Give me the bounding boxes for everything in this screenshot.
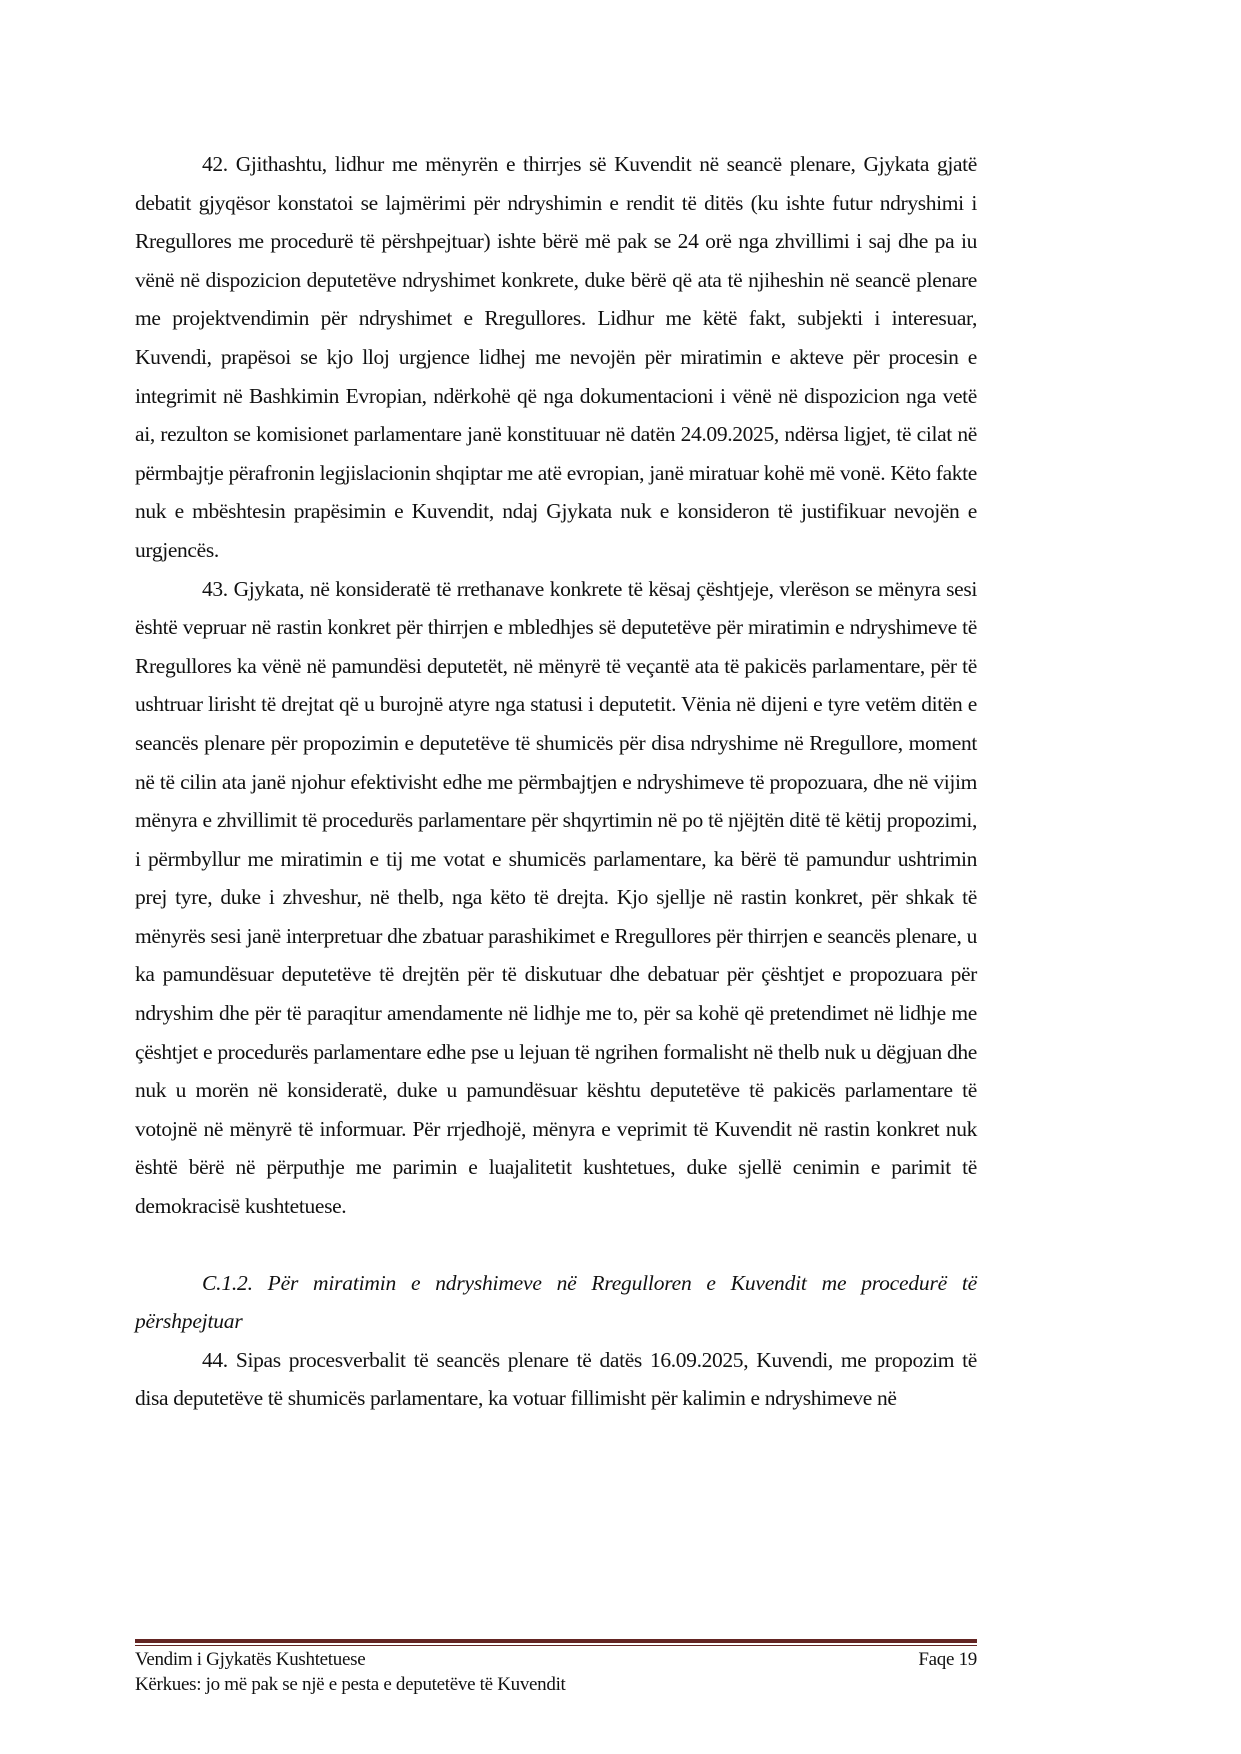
footer-title: Vendim i Gjykatës Kushtetuese [135, 1649, 366, 1670]
paragraph-43 [135, 570, 977, 1226]
footer-rule [135, 1639, 977, 1643]
paragraph-text: Gjithashtu, lidhur me mënyrën e thirrjes së Kuvendit në seancë plenare, Gjykata gjatë debatit gjyqësor konstatoi se lajmërimi për ndryshimin e rendit të ditës (ku ishte futur ndryshimi i Rregullores me procedurë të përshpejtuar) ishte bërë më pak se 24 orë nga zhvillimi i saj dhe pa iu vënë në dispozicion deputetëve ndryshimet konkrete, duke bërë që ata të njiheshin në seancë plenare me projektvendimin për ndryshimet e Rregullores. Lidhur me këtë fakt, subjekti i interesuar, Kuvendi, prapësoi se kjo lloj urgjence lidhej me nevojën për miratimin e akteve për procesin e integrimit në Bashkimin Evropian, ndërkohë që nga dokumentacioni i vënë në dispozicion nga vetë ai, rezulton se komisionet parlamentare janë konstituuar në datën 24.09.2025, ndërsa ligjet, të cilat në përmbajtje përafronin legjislacionin shqiptar me atë evropian, janë miratuar kohë më vonë. Këto fakte nuk e mbështesin prapësimin e Kuvendit, ndaj Gjykata nuk e konsideron të justifikuar nevojën e urgjencës. [135, 152, 977, 562]
page-number: Faqe 19 [918, 1649, 977, 1670]
paragraph-number: 43. [202, 576, 228, 601]
section-heading: C.1.2. Për miratimin e ndryshimeve në Rregulloren e Kuvendit me procedurë të përshpejtuar [135, 1270, 977, 1334]
paragraph-44 [135, 1341, 977, 1418]
footer-applicant: Kërkues: jo më pak se një e pesta e deputetëve të Kuvendit [135, 1674, 566, 1695]
page-body [135, 145, 977, 1418]
paragraph-number: 42. [202, 152, 228, 176]
paragraph-number: 44. [202, 1347, 228, 1372]
paragraph-text: Sipas procesverbalit të seancës plenare të datës 16.09.2025, Kuvendi, me propozim të disa deputetëve të shumicës parlamentare, ka votuar fillimisht për kalimin e ndryshimeve në [135, 1347, 977, 1411]
footer-row [135, 1647, 977, 1672]
paragraph-42 [135, 145, 977, 570]
paragraph-text: Gjykata, në konsideratë të rrethanave konkrete të kësaj çështjeje, vlerëson se mënyra sesi është vepruar në rastin konkret për thirrjen e mbledhjes së deputetëve për miratimin e ndryshimeve të Rregullores ka vënë në pamundësi deputetët, në mënyrë të veçantë ata të pakicës parlamentare, për të ushtruar lirisht të drejtat që u burojnë atyre nga statusi i deputetit. Vënia në dijeni e tyre vetëm ditën e seancës plenare për propozimin e deputetëve të shumicës për disa ndryshime në Rregullore, moment në të cilin ata janë njohur efektivisht edhe me përmbajtjen e ndryshimeve të propozuara, dhe në vijim mënyra e zhvillimit të procedurës parlamentare për shqyrtimin në po të njëjtën ditë të këtij propozimi, i përmbyllur me miratimin e tij me votat e shumicës parlamentare, ka bërë të pamundur ushtrimin prej tyre, duke i zhveshur, në thelb, nga këto të drejta. Kjo sjellje në rastin konkret, për shkak të mënyrës sesi janë interpretuar dhe zbatuar parashikimet e Rregullores për thirrjen e seancës plenare, u ka pamundësuar deputetëve të drejtën për të diskutuar dhe debatuar për çështjet e propozuara për ndryshim dhe për të paraqitur amendamente në lidhje me to, për sa kohë që pretendimet në lidhje me çështjet e procedurës parlamentare edhe pse u lejuan të ngrihen formalisht në thelb nuk u dëgjuan dhe nuk u morën në konsideratë, duke u pamundësuar kështu deputetëve të pakicës parlamentare të votojnë në mënyrë të informuar. Për rrjedhojë, mënyra e veprimit të Kuvendit në rastin konkret nuk është bërë në përputhje me parimin e luajalitetit kushtetues, duke sjellë cenimin e parimit të demokracisë kushtetuese. [135, 576, 977, 1219]
page-footer [135, 1639, 977, 1697]
footer-rule-thin [135, 1645, 977, 1646]
